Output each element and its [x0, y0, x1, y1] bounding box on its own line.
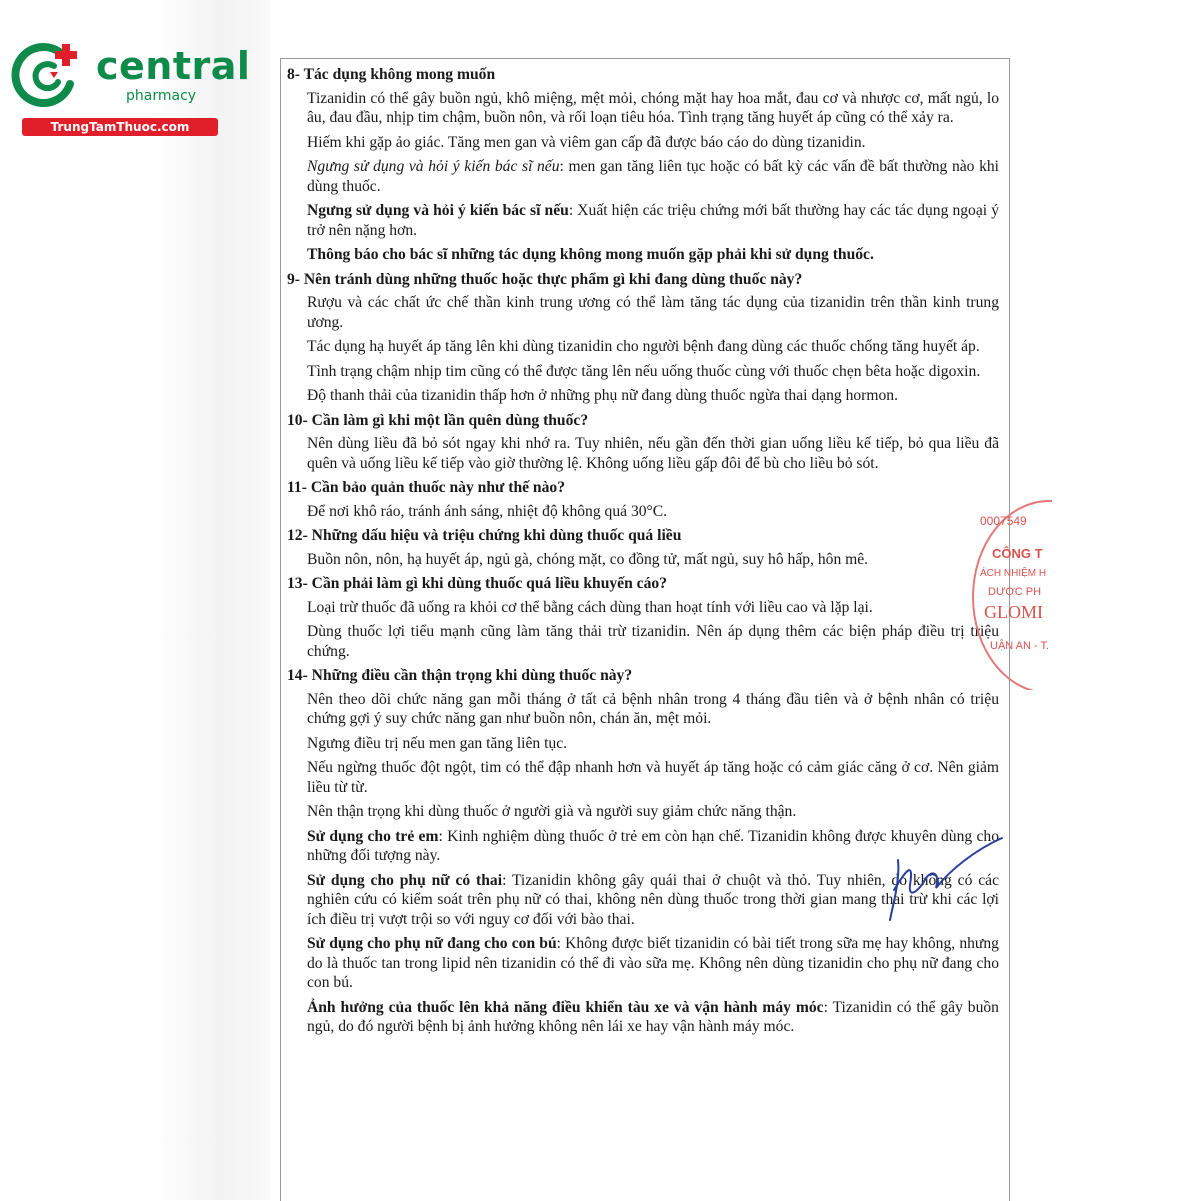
paragraph-text: Rượu và các chất ức chế thần kinh trung ương có thể làm tăng tác dụng của tizanidin trên thần kinh trung ương. — [307, 294, 999, 331]
paragraph-text: Nên dùng liều đã bỏ sót ngay khi nhớ ra. Tuy nhiên, nếu gần đến thời gian uống liều kế tiếp, bỏ qua liều đã quên và uống liều kế tiếp vào giờ thường lệ. Không uống liều gấp đôi để bù cho liều bỏ sót. — [307, 435, 999, 472]
section-paragraph — [287, 690, 1003, 729]
section-paragraph — [287, 362, 1003, 382]
paragraph-text: Buồn nôn, nôn, hạ huyết áp, ngủ gà, chóng mặt, co đồng tử, mất ngủ, suy hô hấp, hôn mê. — [307, 550, 869, 568]
company-stamp — [972, 500, 1052, 690]
section-heading: 11- Cần bảo quản thuốc này như thế nào? — [287, 479, 565, 496]
paragraph-text: : Tizanidin có thể gây buồn ngủ, do đó người bệnh bị ảnh hưởng không nên lái xe hay vận hành máy móc. — [307, 998, 999, 1035]
section-paragraph — [287, 157, 1003, 196]
paragraph-lead: Sử dụng cho trẻ em — [307, 827, 439, 845]
section-paragraph — [287, 998, 1003, 1037]
paragraph-text: : Tizanidin không gây quái thai ở chuột và thỏ. Tuy nhiên, do không có các nghiên cứu có kiểm soát trên phụ nữ có thai, không nên dùng thuốc trong thời gian mang thai trừ khi các lợi ích điều trị vượt trội so với nguy cơ đối với bào thai. — [307, 871, 1000, 928]
paragraph-lead: Sử dụng cho phụ nữ có thai — [307, 871, 503, 889]
section-heading: 14- Những điều cần thận trọng khi dùng thuốc này? — [287, 667, 633, 684]
paragraph-text: Tình trạng chậm nhịp tim cũng có thể được tăng lên nếu uống thuốc cùng với thuốc chẹn bêta hoặc digoxin. — [307, 362, 981, 380]
section-paragraph — [287, 934, 1003, 993]
logo-subtitle: pharmacy — [126, 88, 197, 104]
section-paragraph — [287, 434, 1003, 473]
stamp-line: DƯỢC PH — [988, 586, 1042, 598]
paragraph-lead: Ảnh hưởng của thuốc lên khả năng điều khiển tàu xe và vận hành máy móc — [307, 998, 824, 1016]
signature — [880, 830, 1010, 930]
paragraph-text: Nên theo dõi chức năng gan mỗi tháng ở tất cả bệnh nhân trong 4 tháng đầu tiên và ở bệnh nhân có triệu chứng gợi ý suy chức năng gan như buồn nôn, chán ăn, mệt mỏi. — [307, 690, 999, 727]
stamp-line: ÁCH NHIỆM H — [980, 568, 1047, 579]
logo-name: central — [96, 44, 251, 88]
section-paragraph — [287, 293, 1003, 332]
paragraph-text: Dùng thuốc lợi tiểu mạnh cũng làm tăng thải trừ tizanidin. Nên áp dụng thêm các biện pháp điều trị triệu chứng. — [307, 623, 999, 660]
section-heading: 9- Nên tránh dùng những thuốc hoặc thực phẩm gì khi đang dùng thuốc này? — [287, 270, 803, 288]
section-paragraph — [287, 245, 1003, 265]
section-paragraph — [287, 622, 1003, 661]
section-heading: 8- Tác dụng không mong muốn — [287, 66, 496, 83]
paragraph-text: Để nơi khô ráo, tránh ánh sáng, nhiệt độ không quá 30°C. — [307, 502, 668, 520]
paragraph-lead: Sử dụng cho phụ nữ đang cho con bú — [307, 935, 557, 952]
section-paragraph — [287, 201, 1003, 240]
paragraph-lead: Ngưng sử dụng và hỏi ý kiến bác sĩ nếu — [307, 158, 560, 175]
section-paragraph — [287, 758, 1003, 797]
pharmacy-cross-icon — [10, 40, 80, 110]
paragraph-text: Loại trừ thuốc đã uống ra khỏi cơ thể bằng cách dùng than hoạt tính với liều cao và lặp lại. — [307, 598, 873, 616]
paragraph-text: : Xuất hiện các triệu chứng mới bất thường hay các tác dụng ngoại ý trở nên nặng hơn. — [307, 202, 1000, 239]
paragraph-text: : men gan tăng liên tục hoặc có bất kỳ các vấn đề bất thường nào khi dùng thuốc. — [307, 158, 999, 195]
logo-url-badge[interactable]: TrungTamThuoc.com — [22, 118, 218, 136]
paragraph-text: Hiếm khi gặp ảo giác. Tăng men gan và viêm gan cấp đã được báo cáo do dùng tizanidin. — [307, 133, 866, 151]
paragraph-text: Nếu ngừng thuốc đột ngột, tim có thể đập nhanh hơn và huyết áp tăng hoặc có cảm giác căng ở cơ. Nên giảm liều từ từ. — [307, 759, 999, 796]
paragraph-text: Tác dụng hạ huyết áp tăng lên khi dùng tizanidin cho người bệnh đang dùng các thuốc chống tăng huyết áp. — [307, 338, 980, 355]
stamp-number: 0007549 — [980, 514, 1027, 528]
section-paragraph — [287, 89, 1003, 128]
paragraph-lead: Thông báo cho bác sĩ những tác dụng không mong muốn gặp phải khi sử dụng thuốc. — [307, 246, 874, 263]
section-heading: 12- Những dấu hiệu và triệu chứng khi dùng thuốc quá liều — [287, 527, 682, 544]
paragraph-text: Ngưng điều trị nếu men gan tăng liên tục. — [307, 734, 568, 752]
section-paragraph — [287, 598, 1003, 618]
section-paragraph — [287, 386, 1003, 406]
stamp-line: CÔNG T — [992, 546, 1043, 561]
section-paragraph — [287, 133, 1003, 153]
paragraph-text: Tizanidin có thể gây buồn ngủ, khô miệng, mệt mỏi, chóng mặt hay hoa mắt, đau cơ và nhược cơ, mất ngủ, lo âu, đau đầu, nhịp tim chậm, buồn nôn, và rối loạn tiêu hóa. Tình trạng tăng huyết áp cũng có thể xảy ra. — [307, 89, 999, 126]
section-paragraph — [287, 337, 1003, 357]
stamp-line: GLOMI — [984, 602, 1043, 622]
central-pharmacy-logo[interactable] — [10, 36, 251, 136]
paragraph-text: : Không được biết tizanidin có bài tiết trong sữa mẹ hay không, nhưng do là thuốc tan trong lipid nên tizanidin có thể đi vào sữa mẹ. Không nên dùng tizanidin cho phụ nữ đang cho con bú. — [307, 935, 999, 991]
paragraph-text: Nên thận trọng khi dùng thuốc ở người già và người suy giảm chức năng thận. — [307, 803, 797, 820]
section-paragraph — [287, 550, 1003, 570]
section-paragraph — [287, 502, 1003, 522]
section-heading: 13- Cần phải làm gì khi dùng thuốc quá liều khuyến cáo? — [287, 575, 667, 592]
section-heading: 10- Cần làm gì khi một lần quên dùng thuốc? — [287, 411, 589, 429]
scan-shadow — [150, 0, 270, 1200]
paragraph-text: : Kinh nghiệm dùng thuốc ở trẻ em còn hạn chế. Tizanidin không được khuyên dùng cho những đối tượng này. — [307, 827, 1000, 864]
paragraph-lead: Ngưng sử dụng và hỏi ý kiến bác sĩ nếu — [307, 202, 569, 219]
section-paragraph — [287, 734, 1003, 754]
paragraph-text: Độ thanh thải của tizanidin thấp hơn ở những phụ nữ đang dùng thuốc ngừa thai dạng hormon. — [307, 387, 898, 404]
stamp-line: UẬN AN - T. — [990, 640, 1050, 652]
section-paragraph — [287, 802, 1003, 822]
